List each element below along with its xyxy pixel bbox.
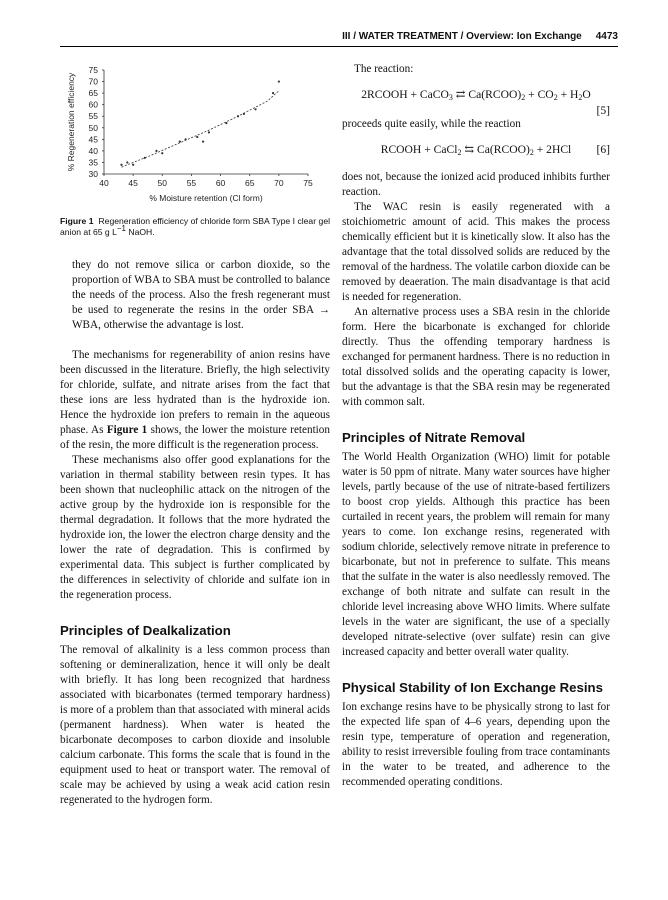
y-tick-label: 50	[88, 122, 98, 133]
x-tick-label: 70	[274, 178, 284, 188]
heading-dealkalization: Principles of Dealkalization	[60, 623, 231, 638]
data-point	[126, 161, 128, 163]
left-p2-text-b: shows, the lower the moisture retention of the resin, the more difficult is the regeneration process.	[60, 424, 330, 451]
x-axis-label: % Moisture retention (Cl form)	[149, 193, 263, 203]
x-tick-label: 75	[303, 178, 313, 188]
data-point	[120, 164, 122, 166]
left-p2-text-a: The mechanisms for regenerability of anion resins have been discussed in the literature. Briefly, the high selectivity for chloride, sulfate, and nitrate arises from the fact that these ions are less hydrated than is the hydroxide ion. Hence the hydroxide ion prefers to remain in the aqueous phase. As	[60, 349, 330, 436]
y-tick-label: 35	[88, 157, 98, 168]
x-tick-label: 65	[244, 178, 255, 188]
data-point	[254, 108, 256, 110]
data-point	[278, 80, 280, 82]
x-tick-label: 40	[99, 178, 109, 188]
left-paragraph-2	[60, 348, 330, 453]
data-point	[132, 164, 134, 166]
x-tick-label: 45	[128, 178, 138, 188]
data-point	[202, 141, 204, 143]
y-tick-label: 60	[88, 99, 98, 110]
heading-nitrate-removal: Principles of Nitrate Removal	[342, 430, 526, 445]
equation-6: RCOOH + CaCl$_2$ ⇆ $Ca(RCOO)_2 + 2HCl$ [6]	[380, 143, 610, 157]
left-paragraph-1: they do not remove silica or carbon dioxide, so the proportion of WBA to SBA must be controlled to balance the needs of the process. Also the fresh regenerant must be used to regenerate the resins in the order SBA → WBA, otherwise the advantage is lost.	[72, 259, 330, 331]
y-tick-label: 70	[88, 76, 98, 87]
right-paragraph-5: Ion exchange resins have to be physically strong to last for the expected life span of 4–6 years, depending upon the resin type, temperature of operation and regeneration, ability to resist irreversible fouling from trace contaminants in the water to be treated, and adherence to the recommended operating conditions.	[342, 701, 610, 788]
equation-5-followup: proceeds quite easily, while the reaction	[342, 118, 521, 130]
y-tick-label: 55	[88, 111, 98, 122]
running-header	[60, 28, 618, 47]
y-tick-label: 45	[88, 134, 98, 145]
figure-reference: Figure 1	[106, 424, 148, 436]
right-paragraph-1: does not, because the ionized acid produced inhibits further reaction.	[342, 171, 610, 198]
right-column	[342, 62, 610, 790]
left-paragraph-4: The removal of alkalinity is a less common process than softening or demineralization, hence it will only be dealt with briefly. It has long been recognized that hardness associated with bicarbonates (termed temporary hardness) is more of a problem than that associated with mineral acids (permanent hardness). When water is heated the bicarbonate decomposes to carbon dioxide and insoluble calcium carbonate. This forms the scale that is found in the equipment used to heat or transport water. The removal of scale may be achieved by using a weak acid cation resin regenerated to the hydrogen form.	[60, 644, 330, 806]
equation-5-number: [5]	[596, 104, 610, 117]
equation-5: 2RCOOH + CaCO$_3$ ⇄ $Ca(RCOO)_2 + CO_2 + H_2O$	[361, 88, 591, 102]
regeneration-chart	[60, 62, 330, 212]
data-point	[272, 92, 274, 94]
right-paragraph-2: The WAC resin is easily regenerated with a stoichiometric amount of acid. This makes the process chemically efficient but it is kinetically slow. It also has the advantage that the total dissolved solids are reduced by the removal of the hardness. The volatile carbon dioxide can be removed by deaeration. The main disadvantage is that acid is needed for regeneration.	[342, 201, 610, 303]
data-point	[185, 138, 187, 140]
equation-5-number-row	[342, 103, 610, 117]
x-tick-label: 55	[186, 178, 197, 188]
caption-tail: NaOH.	[126, 227, 155, 237]
y-tick-label: 65	[88, 88, 98, 99]
data-point	[225, 122, 227, 124]
right-paragraph-3: An alternative process uses a SBA resin in the chloride form. Here the bicarbonate is exchanged for chloride directly. Thus the offending temporary hardness is exchanged for permanent hardness. There is no reduction in total dissolved solids and the operating capacity is lower, but the advantage is that the SBA resin may be regenerated with common salt.	[342, 306, 610, 408]
caption-sup: −1	[116, 224, 126, 233]
equation-6-number: [6]	[596, 143, 610, 156]
right-paragraph-4: The World Health Organization (WHO) limit for potable water is 50 ppm of nitrate. Many water sources have higher levels, partly because of the use of nitrate-based fertilizers to boost crop yields. Although this practice has been curtailed in recent years, the problem will remain for many years to come. Ion exchange resins, regenerated with sodium chloride, selectively remove nitrate in preference to bicarbonate, but not in preference to sulfate. This means that the sulfate in the water is also needlessly removed. The exchange of both nitrate and sulfate can result in the chloride level increasing above WHO limits. Where sulfate levels in the water are significant, the use of a specially developed nitrate-selective (over sulfate) resin can give increased capacity and better overall water quality.	[342, 451, 610, 658]
data-point	[179, 141, 181, 143]
data-point	[237, 115, 239, 117]
figure-caption	[60, 216, 330, 238]
left-column	[60, 62, 330, 808]
caption-text: Regeneration efficiency of chloride form SBA Type I clear gel anion at 65 g L	[60, 216, 331, 237]
y-axis-label: % Regeneration efficiency	[66, 72, 76, 172]
data-point	[243, 113, 245, 115]
y-tick-label: 30	[88, 169, 98, 179]
y-tick-label: 75	[88, 65, 98, 75]
left-paragraph-3: These mechanisms also offer good explanations for the variation in thermal stability between resin types. It has been shown that nucleophilic attack on the nitrogen of the active group by the hydroxide ion is responsible for the thermal degradation. It follows that the more hydrated the hydroxide ion, the lower the electron charge density and the lower the rate of degradation. This is confirmed by experimental data. This subject is further complicated by the differences in selectivity of chloride and sulfate ion in the regeneration process.	[60, 454, 330, 601]
x-tick-label: 60	[215, 178, 226, 188]
data-point	[196, 136, 198, 138]
fit-line	[122, 91, 279, 167]
y-tick-label: 40	[88, 145, 98, 156]
heading-physical-stability: Physical Stability of Ion Exchange Resins	[342, 680, 603, 695]
data-point	[161, 152, 163, 154]
caption-label: Figure 1	[60, 216, 94, 226]
page-number: 4473	[595, 31, 618, 42]
data-point	[208, 131, 210, 133]
figure-1	[60, 62, 330, 212]
reaction-intro: The reaction:	[354, 63, 414, 75]
data-point	[155, 150, 157, 152]
data-point	[144, 157, 146, 159]
x-tick-label: 50	[157, 178, 168, 188]
running-title: III / WATER TREATMENT / Overview: Ion Exchange	[342, 31, 582, 42]
